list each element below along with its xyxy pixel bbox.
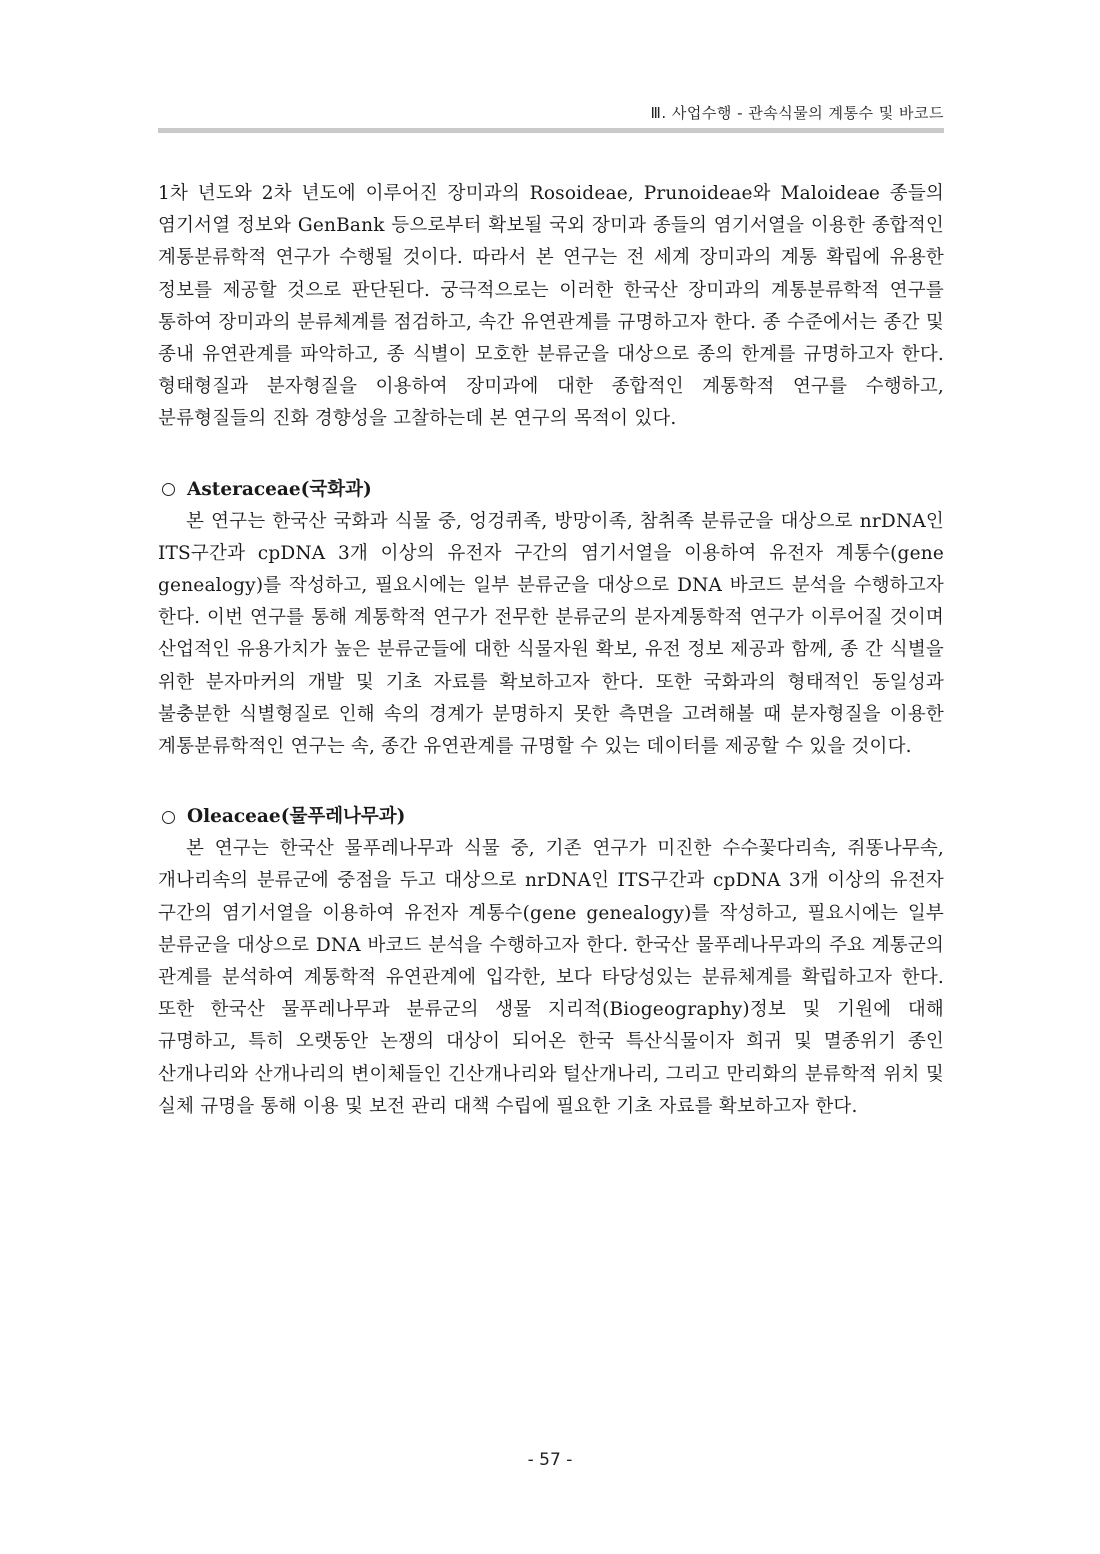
section-heading-oleaceae	[158, 801, 944, 833]
running-header: Ⅲ. 사업수행 - 관속식물의 계통수 및 바코드	[650, 104, 944, 122]
page-number: - 57 -	[527, 1450, 573, 1470]
section-paragraph-oleaceae: 본 연구는 한국산 물푸레나무과 식물 중, 기존 연구가 미진한 수수꽃다리속, 쥐똥나무속, 개나리속의 분류군에 중점을 두고 대상으로 nrDNA인 ITS구간과 cpDNA 3개 이상의 유전자 구간의 염기서열을 이용하여 유전자 계통수(gene genealogy)를 작성하고, 필요시에는 일부 분류군을 대상으로 DNA 바코드 분석을 수행하고자 한다. 한국산 물푸레나무과의 주요 계통군의 관계를 분석하여 계통학적 유연관계에 입각한, 보다 타당성있는 분류체계를 확립하고자 한다. 또한 한국산 물푸레나무과 분류군의 생물 지리적(Biogeography)정보 및 기원에 대해 규명하고, 특히 오랫동안 논쟁의 대상이 되어온 한국 특산식물이자 희귀 및 멸종위기 종인 산개나리와 산개나리의 변이체들인 긴산개나리와 털산개나리, 그리고 만리화의 분류학적 위치 및 실체 규명을 통해 이용 및 보전 관리 대책 수립에 필요한 기초 자료를 확보하고자 한다.	[158, 838, 944, 1117]
intro-paragraph: 1차 년도와 2차 년도에 이루어진 장미과의 Rosoideae, Prunoideae와 Maloideae 종들의 염기서열 정보와 GenBank 등으로부터 확보될 국외 장미과 종들의 염기서열을 이용한 종합적인 계통분류학적 연구가 수행될 것이다. 따라서 본 연구는 전 세계 장미과의 계통 확립에 유용한 정보를 제공할 것으로 판단된다. 궁극적으로는 이러한 한국산 장미과의 계통분류학적 연구를 통하여 장미과의 분류체계를 점검하고, 속간 유연관계를 규명하고자 한다. 종 수준에서는 종간 및 종내 유연관계를 파악하고, 종 식별이 모호한 분류군을 대상으로 종의 한계를 규명하고자 한다. 형태형질과 분자형질을 이용하여 장미과에 대한 종합적인 계통학적 연구를 수행하고, 분류형질들의 진화 경향성을 고찰하는데 본 연구의 목적이 있다.	[158, 183, 944, 430]
header-rule	[158, 128, 944, 133]
section-heading-text: Oleaceae(물푸레나무과)	[187, 806, 406, 828]
circle-bullet-icon	[162, 483, 175, 496]
circle-bullet-icon	[162, 811, 175, 824]
page-body	[158, 178, 944, 1123]
section-paragraph-asteraceae: 본 연구는 한국산 국화과 식물 중, 엉겅퀴족, 방망이족, 참취족 분류군을 대상으로 nrDNA인 ITS구간과 cpDNA 3개 이상의 유전자 구간의 염기서열을 이용하여 유전자 계통수(gene genealogy)를 작성하고, 필요시에는 일부 분류군을 대상으로 DNA 바코드 분석을 수행하고자 한다. 이번 연구를 통해 계통학적 연구가 전무한 분류군의 분자계통학적 연구가 이루어질 것이며 산업적인 유용가치가 높은 분류군들에 대한 식물자원 확보, 유전 정보 제공과 함께, 종 간 식별을 위한 분자마커의 개발 및 기초 자료를 확보하고자 한다. 또한 국화과의 형태적인 동일성과 불충분한 식별형질로 인해 속의 경계가 분명하지 못한 측면을 고려해볼 때 분자형질을 이용한 계통분류학적인 연구는 속, 종간 유연관계를 규명할 수 있는 데이터를 제공할 수 있을 것이다.	[158, 510, 944, 758]
section-heading-asteraceae	[158, 474, 944, 506]
section-heading-text: Asteraceae(국화과)	[187, 478, 372, 500]
